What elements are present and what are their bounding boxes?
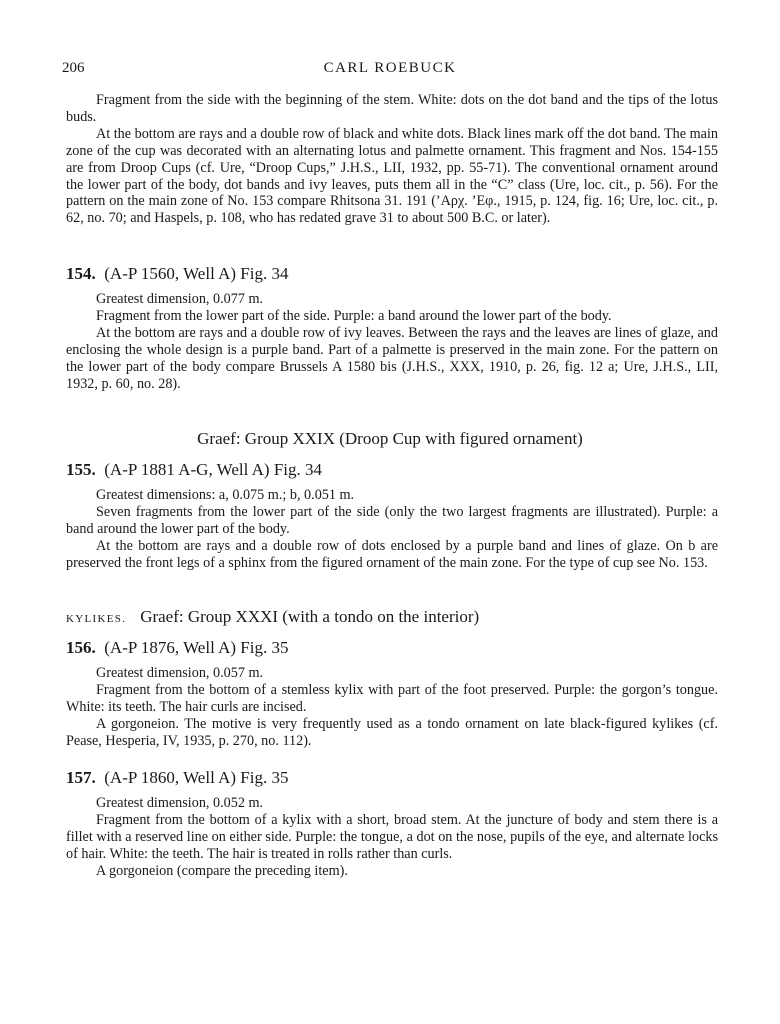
page-number: 206 xyxy=(62,60,85,76)
entry-title: (A-P 1560, Well A) Fig. 34 xyxy=(104,264,289,283)
entry-body-155 xyxy=(66,504,718,572)
entry-title: (A-P 1876, Well A) Fig. 35 xyxy=(104,638,289,657)
intro-text xyxy=(66,92,718,227)
entry-body-156 xyxy=(66,682,718,750)
entry-title: (A-P 1860, Well A) Fig. 35 xyxy=(104,768,289,787)
entry-number: 154. xyxy=(66,264,96,283)
entry-paragraph: At the bottom are rays and a double row of dots enclosed by a purple band and lines of glaze. On b are preserved the front legs of a sphinx from the figured ornament of the main zone. For the type of cup see No. 153. xyxy=(66,537,718,571)
running-head: CARL ROEBUCK xyxy=(323,60,457,76)
entry-paragraph: Seven fragments from the lower part of the side (only the two largest fragments are illustrated). Purple: a band around the lower part of the body. xyxy=(66,504,718,537)
intro-paragraph-1: Fragment from the side with the beginning of the stem. White: dots on the dot band and the tips of the lotus buds. xyxy=(66,92,718,125)
entry-paragraph: At the bottom are rays and a double row of ivy leaves. Between the rays and the leaves are lines of glaze, and enclosing the whole design is a purple band. Part of a palmette is preserved in the main zone. For the pattern on the lower part of the body compare Brussels A 1580 bis (J.H.S., XXX, 1910, p. 26, fig. 12 a; Ure, J.H.S., LII, 1932, p. 60, no. 28). xyxy=(66,324,718,392)
section-label: KYLIKES. xyxy=(66,613,127,625)
group-heading: Graef: Group XXIX (Droop Cup with figured ornament) xyxy=(197,429,583,448)
entry-number: 157. xyxy=(66,768,96,787)
entry-heading-154 xyxy=(66,264,288,284)
entry-paragraph: Fragment from the bottom of a stemless kylix with part of the foot preserved. Purple: the gorgon’s tongue. White: its teeth. The hair curls are incised. xyxy=(66,682,718,715)
entry-dimension: Greatest dimension, 0.077 m. xyxy=(96,291,264,307)
entry-dimension: Greatest dimension, 0.052 m. xyxy=(96,795,264,811)
entry-title: (A-P 1881 A-G, Well A) Fig. 34 xyxy=(104,460,322,479)
entry-dimension: Greatest dimension, 0.057 m. xyxy=(96,665,264,681)
intro-paragraph-2: At the bottom are rays and a double row of black and white dots. Black lines mark off the dot band. The main zone of the cup was decorated with an alternating lotus and palmette ornament. This fragment and Nos. 154-155 are from Droop Cups (cf. Ure, “Droop Cups,” J.H.S., LII, 1932, pp. 55-71). The conventional ornament around the lower part of the body, dot bands and ivy leaves, puts them all in the “C” class (Ure, loc. cit., p. 56). For the pattern on the main zone of No. 153 compare Rhitsona 31. 191 (’Αρχ. ’Εφ., 1915, p. 124, fig. 16; Ure, loc. cit., p. 62, no. 70; and Haspels, p. 108, who has redated grave 31 to about 500 B.C. or later). xyxy=(66,125,718,227)
entry-heading-156 xyxy=(66,638,288,658)
entry-paragraph: Fragment from the lower part of the side. Purple: a band around the lower part of the body. xyxy=(96,308,612,324)
entry-number: 156. xyxy=(66,638,96,657)
entry-heading-155 xyxy=(66,460,322,480)
entry-heading-157 xyxy=(66,768,288,788)
entry-body-157 xyxy=(66,812,718,880)
entry-body-154 xyxy=(66,308,718,393)
entry-paragraph: A gorgoneion. The motive is very frequently used as a tondo ornament on late black-figured kylikes (cf. Pease, Hesperia, IV, 1935, p. 270, no. 112). xyxy=(66,715,718,749)
entry-dimension: Greatest dimensions: a, 0.075 m.; b, 0.051 m. xyxy=(96,487,355,503)
section-text: Graef: Group XXXI (with a tondo on the interior) xyxy=(140,607,480,626)
entry-paragraph: Fragment from the bottom of a kylix with a short, broad stem. At the juncture of body and stem there is a fillet with a reserved line on either side. Purple: the tongue, a dot on the nose, pupils of the eye, and alternate locks of hair. White: the teeth. The hair is treated in rolls rather than curls. xyxy=(66,812,718,862)
section-heading xyxy=(66,607,479,629)
entry-number: 155. xyxy=(66,460,96,479)
entry-paragraph: A gorgoneion (compare the preceding item). xyxy=(96,862,348,879)
